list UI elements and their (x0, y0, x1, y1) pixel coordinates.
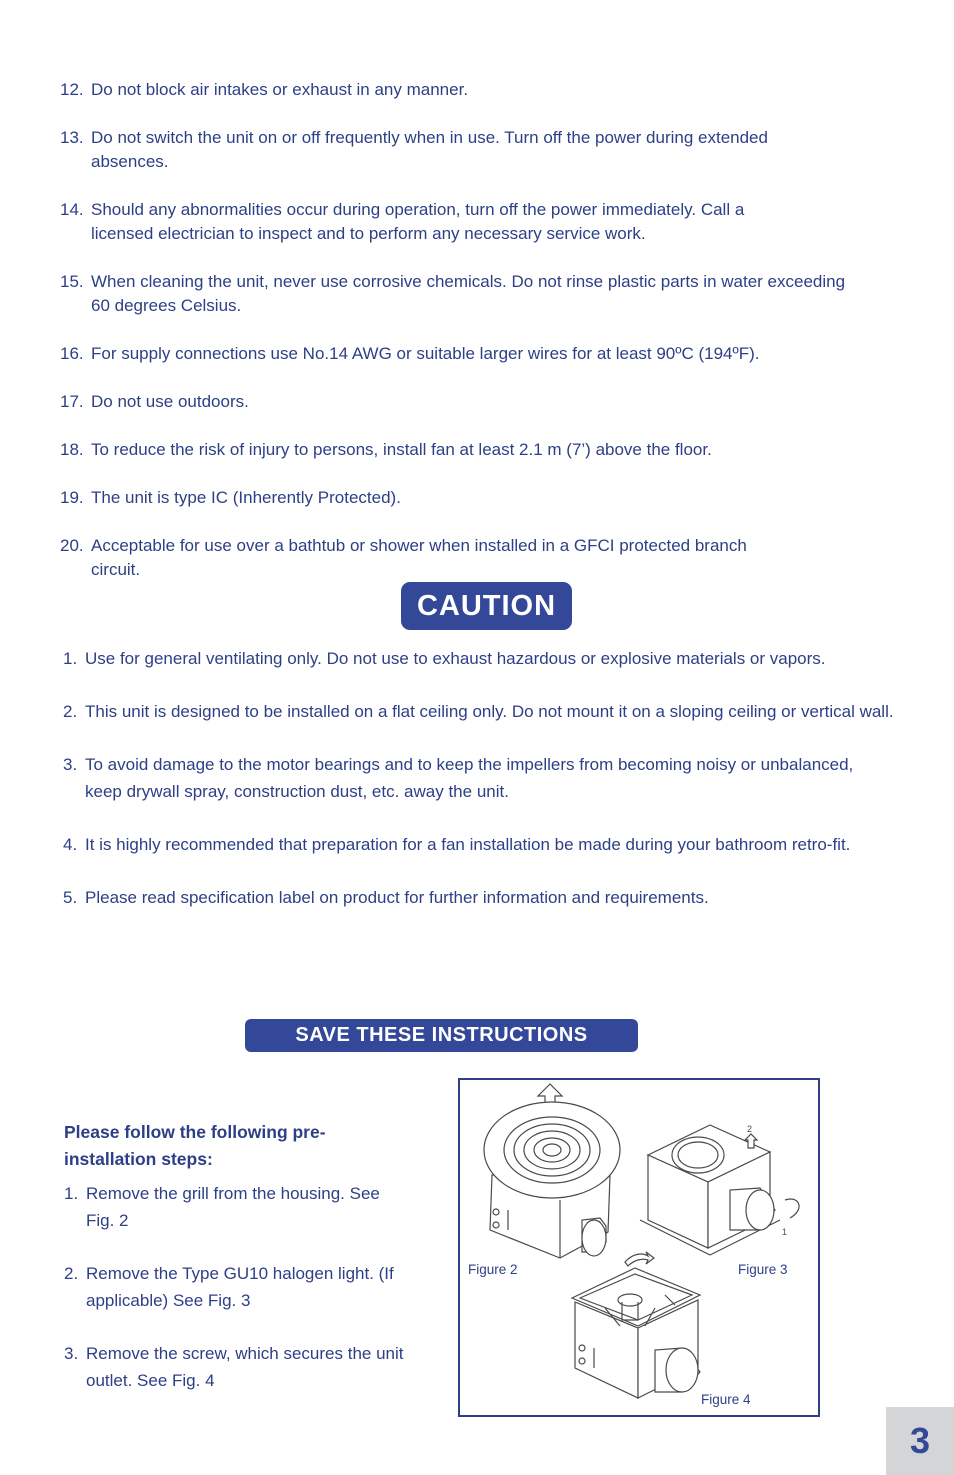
item-number: 5. (63, 888, 78, 907)
item-number: 18. (60, 440, 84, 459)
caution-item-1 (63, 645, 913, 672)
warning-item-18 (60, 438, 920, 462)
item-text: The unit is type IC (Inherently Protected). (91, 488, 401, 507)
item-number: 13. (60, 128, 84, 147)
warning-item-16 (60, 342, 920, 366)
item-text: To avoid damage to the motor bearings and to keep the impellers from becoming noisy or unbalanced, keep drywall spray, construction dust, etc. away the unit. (85, 755, 854, 801)
item-number: 2. (64, 1264, 79, 1283)
caution-item-5 (63, 884, 913, 911)
pre-install-step-1 (64, 1180, 434, 1234)
item-number: 3. (63, 755, 78, 774)
caution-item-4 (63, 831, 913, 858)
figure-2-label: Figure 2 (468, 1262, 518, 1277)
warning-item-13 (60, 126, 920, 174)
callout-label: 1 (782, 1227, 788, 1237)
warning-item-19 (60, 486, 920, 510)
caution-item-3 (63, 751, 913, 805)
caution-item-2 (63, 698, 913, 725)
item-text: Acceptable for use over a bathtub or shower when installed in a GFCI protected branch circuit. (91, 536, 747, 579)
item-number: 15. (60, 272, 84, 291)
save-instructions-badge: SAVE THESE INSTRUCTIONS (245, 1019, 638, 1052)
item-text: Do not use outdoors. (91, 392, 249, 411)
item-text: Do not switch the unit on or off frequently when in use. Turn off the power during extended absences. (91, 128, 768, 171)
item-number: 20. (60, 536, 84, 555)
item-text: For supply connections use No.14 AWG or suitable larger wires for at least 90ºC (194ºF). (91, 344, 760, 363)
warning-item-12 (60, 78, 920, 102)
grill-housing-illustration (484, 1102, 620, 1258)
item-number: 14. (60, 200, 84, 219)
rotation-arrow-icon (625, 1252, 654, 1266)
item-number: 1. (64, 1184, 79, 1203)
item-number: 19. (60, 488, 84, 507)
warnings-list (60, 78, 920, 582)
item-text: Remove the Type GU10 halogen light. (If applicable) See Fig. 3 (86, 1264, 394, 1310)
warning-item-15 (60, 270, 920, 318)
item-text: To reduce the risk of injury to persons, install fan at least 2.1 m (7’) above the floor. (91, 440, 712, 459)
callout-label: 2 (747, 1124, 753, 1134)
item-number: 3. (64, 1344, 79, 1363)
item-number: 4. (63, 835, 78, 854)
warning-item-14 (60, 198, 920, 246)
item-text: Use for general ventilating only. Do not use to exhaust hazardous or explosive materials or vapors. (85, 649, 826, 668)
caution-list (63, 645, 913, 911)
item-number: 2. (63, 702, 78, 721)
pre-install-heading: Please follow the following pre-installation steps: (64, 1122, 326, 1169)
item-text: Please read specification label on product for further information and requirements. (85, 888, 709, 907)
warning-item-17 (60, 390, 920, 414)
pre-install-steps (64, 1180, 434, 1394)
warning-item-20 (60, 534, 920, 582)
light-housing-illustration (640, 1124, 799, 1255)
item-text: This unit is designed to be installed on a flat ceiling only. Do not mount it on a sloping ceiling or vertical wall. (85, 702, 894, 721)
figure-4-label: Figure 4 (701, 1392, 751, 1407)
item-text: Do not block air intakes or exhaust in any manner. (91, 80, 469, 99)
figure-panel (458, 1078, 820, 1417)
item-text: Remove the screw, which secures the unit outlet. See Fig. 4 (86, 1344, 404, 1390)
item-text: It is highly recommended that preparation for a fan installation be made during your bathroom retro-fit. (85, 835, 851, 854)
item-text: Should any abnormalities occur during operation, turn off the power immediately. Call a licensed electrician to inspect and to perform any necessary service work. (91, 200, 745, 243)
item-text: When cleaning the unit, never use corrosive chemicals. Do not rinse plastic parts in water exceeding 60 degrees Celsius. (91, 272, 846, 315)
pre-install-step-2 (64, 1260, 434, 1314)
figure-3-label: Figure 3 (738, 1262, 788, 1277)
item-number: 1. (63, 649, 78, 668)
pre-install-step-3 (64, 1340, 434, 1394)
item-number: 17. (60, 392, 84, 411)
item-number: 16. (60, 344, 84, 363)
caution-badge: CAUTION (401, 582, 572, 630)
item-text: Remove the grill from the housing. See Fig. 2 (86, 1184, 380, 1230)
page-number: 3 (886, 1407, 954, 1475)
fan-installation-illustration (460, 1080, 818, 1415)
item-number: 12. (60, 80, 84, 99)
outlet-housing-illustration (572, 1268, 700, 1398)
